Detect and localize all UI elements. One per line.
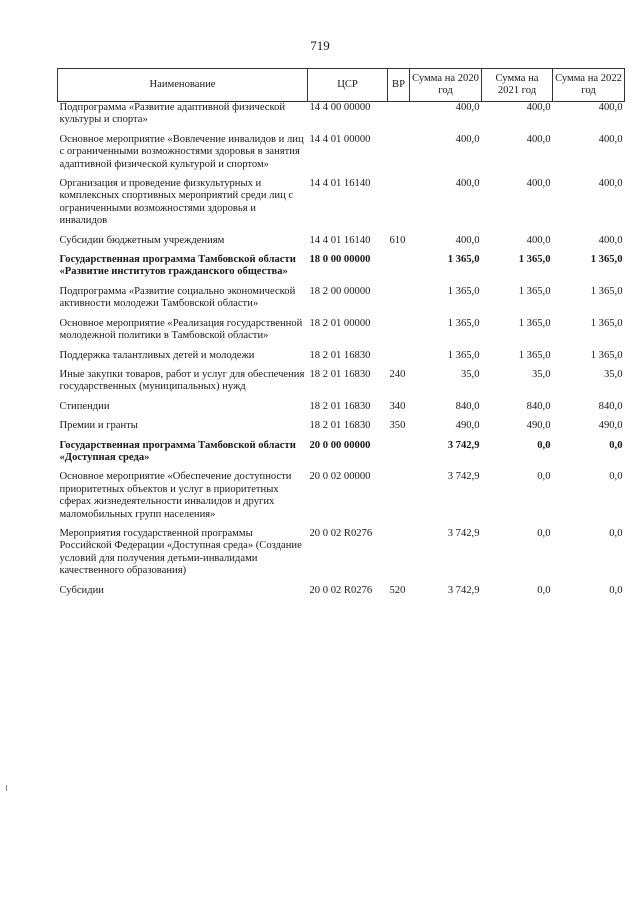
cell-sum-2020: 400,0 xyxy=(455,234,480,246)
cell-name: Подпрограмма «Развитие адаптивной физической культуры и спорта» xyxy=(59,102,286,126)
cell-sum-2021: 0,0 xyxy=(537,471,551,483)
cell-sum-2022: 1 365,0 xyxy=(590,349,623,361)
cell-name: Иные закупки товаров, работ и услуг для обеспечения государственных (муниципальных) нужд xyxy=(59,368,305,393)
cell-sum-2022: 1 365,0 xyxy=(590,285,623,297)
cell-vr xyxy=(388,254,410,286)
cell-name: Государственная программа Тамбовской области «Доступная среда» xyxy=(59,439,296,463)
cell-sum-2022: 0,0 xyxy=(609,584,623,596)
cell-csr: 20 0 02 R0276 xyxy=(309,527,373,539)
cell-name: Основное мероприятие «Вовлечение инвалидов и лиц с ограниченными возможностями здоровья в занятия адаптивной физической культурой и спортом» xyxy=(59,133,304,170)
cell-sum-2021: 400,0 xyxy=(526,178,551,190)
table-row xyxy=(58,528,625,585)
table-row xyxy=(58,471,625,528)
cell-sum-2022: 0,0 xyxy=(609,439,623,451)
cell-csr: 20 0 02 00000 xyxy=(309,471,371,483)
header-csr: ЦСР xyxy=(308,69,388,102)
cell-name: Субсидии бюджетным учреждениям xyxy=(59,234,225,246)
cell-sum-2021: 1 365,0 xyxy=(518,349,551,361)
header-sum-2020: Сумма на 2020 год xyxy=(410,69,482,102)
cell-csr: 14 4 01 00000 xyxy=(309,133,371,145)
header-name: Наименование xyxy=(58,69,308,102)
cell-vr: 520 xyxy=(389,584,406,596)
header-sum-2022: Сумма на 2022 год xyxy=(553,69,625,102)
table-row xyxy=(58,254,625,286)
cell-name: Организация и проведение физкультурных и комплексных спортивных мероприятий среди лиц с ограниченными возможностями здоровья и инвалидов xyxy=(59,178,294,227)
cell-sum-2020: 400,0 xyxy=(455,133,480,145)
table-row xyxy=(58,286,625,318)
cell-name: Премии и гранты xyxy=(59,420,138,432)
page-number: 719 xyxy=(310,38,330,53)
cell-sum-2021: 400,0 xyxy=(526,102,551,113)
cell-sum-2021: 490,0 xyxy=(526,420,551,432)
cell-csr: 14 4 01 16140 xyxy=(309,234,371,246)
cell-csr: 14 4 00 00000 xyxy=(309,102,371,113)
cell-sum-2020: 400,0 xyxy=(455,102,480,113)
cell-name: Государственная программа Тамбовской области «Развитие институтов гражданского общества» xyxy=(59,254,296,278)
table-row xyxy=(58,369,625,401)
cell-sum-2021: 400,0 xyxy=(526,234,551,246)
cell-sum-2020: 1 365,0 xyxy=(447,317,480,329)
cell-vr xyxy=(388,102,410,134)
table-row xyxy=(58,102,625,134)
cell-sum-2022: 400,0 xyxy=(598,133,623,145)
table-header-row xyxy=(58,69,625,102)
cell-vr xyxy=(388,318,410,350)
cell-sum-2021: 1 365,0 xyxy=(518,285,551,297)
cell-vr: 240 xyxy=(389,368,406,380)
cell-sum-2022: 0,0 xyxy=(609,471,623,483)
cell-vr: 350 xyxy=(389,420,406,432)
cell-sum-2020: 1 365,0 xyxy=(447,254,480,266)
cell-name: Субсидии xyxy=(59,584,104,596)
cell-vr xyxy=(388,528,410,585)
cell-sum-2020: 1 365,0 xyxy=(447,349,480,361)
cell-csr: 18 2 01 16830 xyxy=(309,368,371,380)
table-row xyxy=(58,318,625,350)
cell-name: Основное мероприятие «Обеспечение доступности приоритетных объектов и услуг в приоритетных сферах жизнедеятельности инвалидов и других маломобильных групп населения» xyxy=(59,471,292,520)
cell-sum-2022: 35,0 xyxy=(603,368,623,380)
cell-sum-2021: 840,0 xyxy=(526,400,551,412)
table-row xyxy=(58,134,625,178)
cell-vr xyxy=(388,134,410,178)
cell-sum-2022: 400,0 xyxy=(598,234,623,246)
cell-sum-2020: 490,0 xyxy=(455,420,480,432)
cell-sum-2021: 0,0 xyxy=(537,439,551,451)
cell-sum-2020: 3 742,9 xyxy=(447,439,480,451)
table-row xyxy=(58,585,625,604)
cell-csr: 18 2 01 16830 xyxy=(309,420,371,432)
table-row xyxy=(58,420,625,439)
cell-name: Стипендии xyxy=(59,400,110,412)
table-row xyxy=(58,178,625,235)
cell-sum-2020: 3 742,9 xyxy=(447,584,480,596)
cell-csr: 14 4 01 16140 xyxy=(309,178,371,190)
cell-sum-2021: 0,0 xyxy=(537,527,551,539)
cell-csr: 18 2 01 00000 xyxy=(309,317,371,329)
cell-sum-2022: 400,0 xyxy=(598,102,623,113)
cell-vr xyxy=(388,178,410,235)
cell-vr xyxy=(388,286,410,318)
cell-sum-2022: 0,0 xyxy=(609,527,623,539)
cell-sum-2020: 3 742,9 xyxy=(447,471,480,483)
cell-vr: 340 xyxy=(389,400,406,412)
cell-vr xyxy=(388,471,410,528)
scan-mark xyxy=(6,785,7,791)
cell-name: Основное мероприятие «Реализация государственной молодежной политики в Тамбовской области» xyxy=(59,317,303,342)
cell-name: Поддержка талантливых детей и молодежи xyxy=(59,349,255,361)
cell-csr: 20 0 02 R0276 xyxy=(309,584,373,596)
cell-vr: 610 xyxy=(389,234,406,246)
cell-sum-2022: 840,0 xyxy=(598,400,623,412)
cell-sum-2022: 1 365,0 xyxy=(590,317,623,329)
cell-sum-2020: 840,0 xyxy=(455,400,480,412)
table-body xyxy=(58,102,625,605)
table-row xyxy=(58,401,625,420)
cell-vr xyxy=(388,440,410,472)
cell-sum-2021: 0,0 xyxy=(537,584,551,596)
cell-csr: 18 2 00 00000 xyxy=(309,285,371,297)
cell-sum-2021: 35,0 xyxy=(531,368,551,380)
cell-sum-2021: 1 365,0 xyxy=(518,317,551,329)
cell-sum-2022: 1 365,0 xyxy=(590,254,623,266)
cell-sum-2020: 1 365,0 xyxy=(447,285,480,297)
cell-sum-2022: 400,0 xyxy=(598,178,623,190)
cell-name: Подпрограмма «Развитие социально экономической активности молодежи Тамбовской области» xyxy=(59,285,296,310)
cell-sum-2020: 35,0 xyxy=(460,368,480,380)
cell-csr: 18 2 01 16830 xyxy=(309,349,371,361)
cell-sum-2021: 400,0 xyxy=(526,133,551,145)
table-row xyxy=(58,235,625,254)
cell-sum-2022: 490,0 xyxy=(598,420,623,432)
cell-csr: 18 0 00 00000 xyxy=(309,254,371,266)
cell-vr xyxy=(388,350,410,369)
budget-table xyxy=(57,68,625,604)
header-vr: ВР xyxy=(388,69,410,102)
cell-sum-2020: 400,0 xyxy=(455,178,480,190)
cell-csr: 18 2 01 16830 xyxy=(309,400,371,412)
table-row xyxy=(58,440,625,472)
header-sum-2021: Сумма на 2021 год xyxy=(482,69,553,102)
cell-name: Мероприятия государственной программы Российской Федерации «Доступная среда» (Создание условий для получения детьми-инвалидами качественного образования) xyxy=(59,527,302,577)
cell-csr: 20 0 00 00000 xyxy=(309,439,371,451)
cell-sum-2020: 3 742,9 xyxy=(447,527,480,539)
cell-sum-2021: 1 365,0 xyxy=(518,254,551,266)
table-row xyxy=(58,350,625,369)
